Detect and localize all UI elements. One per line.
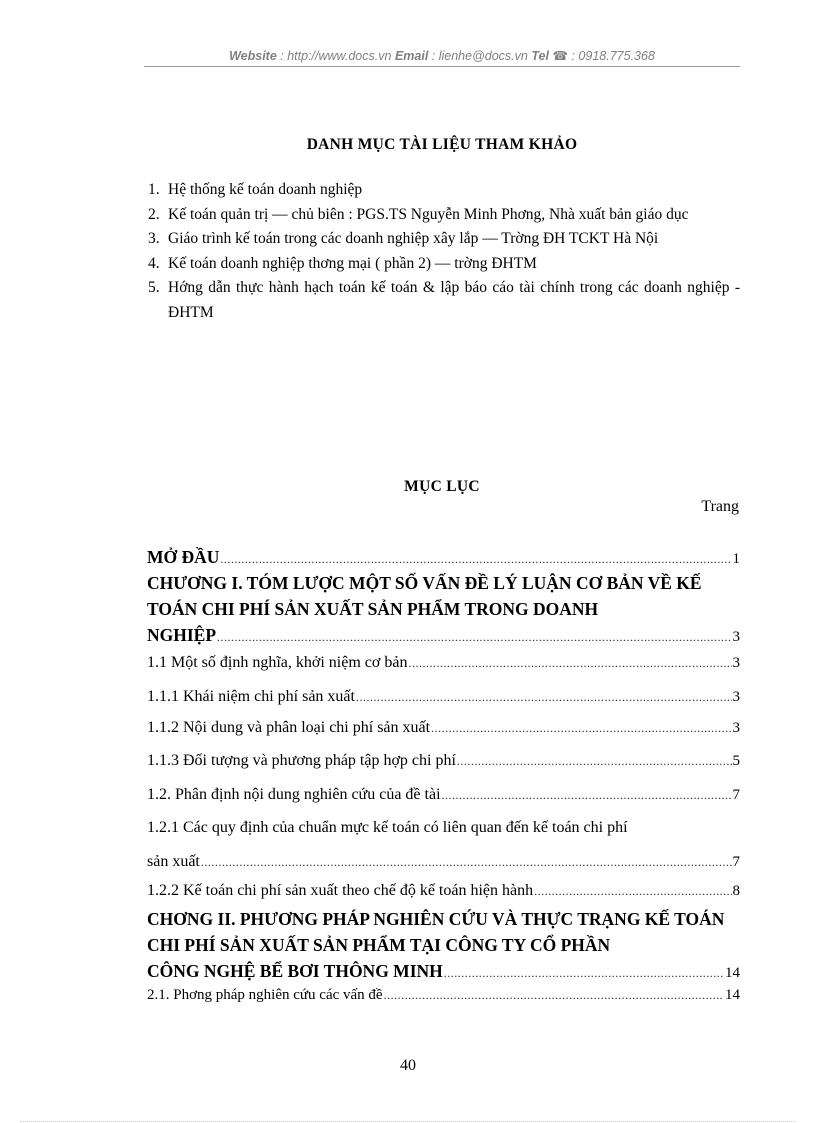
reference-number: 1. [148, 181, 160, 198]
reference-text: Kế toán quản trị — chủ biên : PGS.TS Nguyễn Minh Phơng, Nhà xuất bản giáo dục [168, 205, 689, 223]
reference-item [148, 252, 740, 277]
toc-leader-dots [431, 716, 731, 740]
toc-entry[interactable] [147, 716, 740, 740]
toc-leader-dots [384, 983, 724, 1007]
reference-number: 2. [148, 205, 160, 223]
toc-leader-dots [442, 783, 732, 807]
reference-text: Hệ thống kế toán doanh nghiệp [168, 181, 363, 198]
page-bottom-border [20, 1121, 796, 1122]
toc-page-number: 5 [732, 753, 740, 769]
email-label: Email [394, 49, 429, 63]
toc-leader-dots [356, 685, 732, 709]
toc-page-number: 7 [732, 787, 740, 803]
toc-entry-title: MỞ ĐẦU [147, 547, 220, 567]
toc-page-number: 14 [725, 987, 740, 1003]
reference-number: 5. [148, 279, 160, 296]
toc-entry[interactable] [147, 544, 740, 572]
toc-entry[interactable] [147, 651, 740, 675]
toc-entry[interactable] [147, 983, 740, 1007]
references-title: DANH MỤC TÀI LIỆU THAM KHẢO [306, 136, 578, 153]
toc-entry-title: 1.1.1 Khái niệm chi phí sản xuất [147, 688, 355, 705]
toc-entry-title: 1.1 Một số định nghĩa, khởi niệm cơ bản [147, 654, 408, 671]
toc-entry[interactable] [147, 879, 740, 903]
toc-entry[interactable] [147, 685, 740, 709]
toc-page-number: 3 [732, 629, 740, 645]
toc-entry[interactable] [147, 783, 740, 807]
toc-entry[interactable] [147, 749, 740, 773]
toc-leader-dots [217, 624, 731, 650]
toc-page-number: 1 [732, 551, 740, 567]
toc-entry[interactable] [147, 570, 740, 650]
tel-label: Tel [531, 49, 549, 63]
toc-entry-title: 1.1.3 Đối tượng và phương pháp tập hợp chi phí [147, 752, 456, 769]
toc-page-number: 3 [732, 689, 740, 705]
toc-page-number: 3 [732, 720, 740, 736]
toc-entry-title: NGHIỆP [147, 625, 217, 645]
toc-entry-title: sản xuất [147, 853, 200, 870]
reference-item [148, 178, 740, 203]
toc-entry[interactable] [147, 811, 740, 879]
toc-entry-title: 2.1. Phơng pháp nghiên cứu các vấn đề [147, 987, 383, 1003]
reference-number: 3. [148, 230, 160, 247]
reference-item [148, 227, 740, 252]
toc-entry-title: 1.2. Phân định nội dung nghiên cứu của đề tài [147, 786, 441, 803]
page-header [144, 48, 740, 63]
toc-leader-dots [220, 546, 731, 572]
toc-page-header: Trang [701, 498, 739, 515]
toc-entry-title: 1.2.2 Kế toán chi phí sản xuất theo chế độ kế toán hiện hành [147, 882, 534, 899]
page-number: 40 [400, 1057, 416, 1074]
toc-page-number: 3 [732, 655, 740, 671]
reference-item [148, 276, 740, 325]
toc-page-number: 8 [732, 883, 740, 899]
header-divider [144, 66, 740, 67]
toc-page-number: 14 [725, 965, 740, 981]
reference-text: Hớng dẫn thực hành hạch toán kế toán & lập báo cáo tài chính trong các doanh nghiệp - ĐHTM [168, 279, 740, 321]
references-list [148, 178, 740, 325]
toc-page-number: 7 [732, 854, 740, 870]
toc-leader-dots [534, 879, 731, 903]
website-value: : http://www.docs.vn [280, 49, 392, 63]
reference-number: 4. [148, 254, 160, 272]
reference-item [148, 203, 740, 228]
toc-entry-title: CÔNG NGHỆ BỂ BƠI THÔNG MINH [147, 961, 443, 981]
reference-text: Giáo trình kế toán trong các doanh nghiệp xây lắp — Trờng ĐH TCKT Hà Nội [168, 230, 659, 247]
toc-entry-title-lead: CHƯƠNG I. TÓM LƯỢC MỘT SỐ VẤN ĐỀ LÝ LUẬN CƠ BẢN VỀ KẾ TOÁN CHI PHÍ SẢN XUẤT SẢN PHẨM TRONG DOANH [147, 573, 702, 619]
website-label: Website [229, 49, 277, 63]
toc-entry-title-lead: 1.2.1 Các quy định của chuẩn mực kế toán có liên quan đến kế toán chi phí [147, 819, 628, 836]
toc-entry-title-lead: CHƠNG II. PHƯƠNG PHÁP NGHIÊN CỨU VÀ THỰC TRẠNG KẾ TOÁN CHI PHÍ SẢN XUẤT SẢN PHẨM TẠI CÔNG TY CỔ PHẦN [147, 909, 725, 955]
toc-leader-dots [408, 651, 731, 675]
toc-entry-title: 1.1.2 Nội dung và phân loại chi phí sản xuất [147, 719, 431, 736]
toc-entry[interactable] [147, 906, 740, 986]
reference-text: Kế toán doanh nghiệp thơng mại ( phần 2) — trờng ĐHTM [168, 254, 537, 272]
toc-leader-dots [201, 845, 732, 879]
toc-leader-dots [457, 749, 732, 773]
tel-value: ☎ : 0918.775.368 [552, 49, 655, 63]
email-value: : lienhe@docs.vn [431, 49, 528, 63]
toc-title: MỤC LỤC [404, 478, 480, 495]
